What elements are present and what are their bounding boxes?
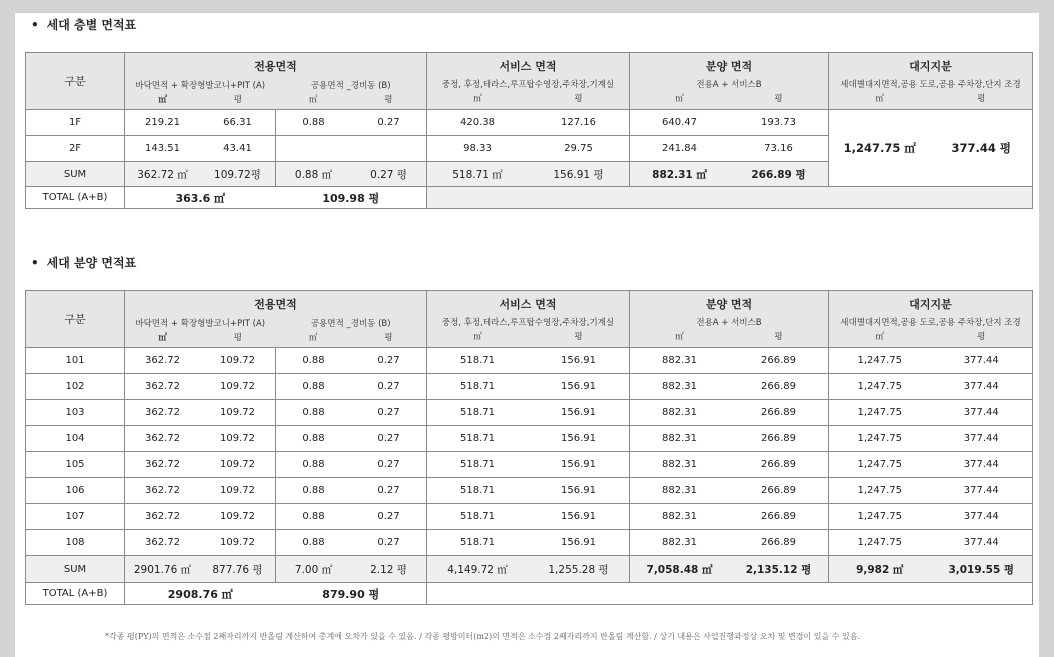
header-service-sub: 중정, 후정,테라스,루프탑수영장,주차장,기계실 <box>441 80 615 90</box>
unit-py: 평 <box>574 332 583 342</box>
unit-m2: ㎡ <box>675 332 684 342</box>
cell-s-py: 156.91 <box>561 511 596 522</box>
header-exclusive <box>125 291 427 348</box>
header-exclusive-sub-b: 공용면적 _경비동 (B) <box>310 80 391 91</box>
cell-sale-m2: 241.84 <box>662 143 697 154</box>
header-service-title: 서비스 면적 <box>499 298 557 311</box>
cell-a-m2: 362.72 <box>145 381 180 392</box>
cell-a-py: 66.31 <box>223 117 252 128</box>
header-sale-title: 분양 면적 <box>705 60 753 73</box>
row-label: TOTAL (A+B) <box>26 187 125 209</box>
cell-sale-py: 266.89 <box>761 355 796 366</box>
row-label: 106 <box>26 478 125 504</box>
sum-sale-m2: 882.31 ㎡ <box>652 168 707 181</box>
cell-s-py: 156.91 <box>561 537 596 548</box>
cell-b-m2: 0.88 <box>302 381 325 392</box>
row-label: SUM <box>26 162 125 187</box>
cell-sale-py: 73.16 <box>764 143 793 154</box>
cell-s-m2: 518.71 <box>460 537 495 548</box>
cell-land-py: 377.44 <box>963 511 999 522</box>
cell-s-py: 156.91 <box>561 433 596 444</box>
cell-b-py: 0.27 <box>377 117 400 128</box>
row-label: 104 <box>26 426 125 452</box>
sum-b-py: 0.27 평 <box>370 168 407 181</box>
header-exclusive-sub-b: 공용면적 _경비동 (B) <box>310 318 391 329</box>
cell-land-m2: 1,247.75 <box>857 407 903 418</box>
cell-sale-m2: 882.31 <box>662 511 697 522</box>
cell-land-m2: 1,247.75 <box>857 485 903 496</box>
row-label: 103 <box>26 400 125 426</box>
sum-s-py: 1,255.28 평 <box>548 563 609 576</box>
cell-sale-py: 266.89 <box>761 407 796 418</box>
cell-s-py: 156.91 <box>561 459 596 470</box>
cell-s-m2: 518.71 <box>460 433 495 444</box>
cell-a-m2: 362.72 <box>145 511 180 522</box>
unit-py: 평 <box>774 94 783 104</box>
header-exclusive-sub-a: 바닥면적 + 확장형발코니+PIT (A) <box>135 80 266 91</box>
total-m2: 2908.76 ㎡ <box>167 587 233 601</box>
cell-sale-py: 266.89 <box>761 381 796 392</box>
sum-b-py: 2.12 평 <box>370 563 407 576</box>
sum-s-py: 156.91 평 <box>553 168 604 181</box>
unit-py: 평 <box>233 332 242 343</box>
cell-b-m2: 0.88 <box>302 511 325 522</box>
table-row <box>26 478 1033 504</box>
cell-land-py: 377.44 <box>963 433 999 444</box>
header-land-title: 대지지분 <box>909 60 952 73</box>
cell-a-m2: 362.72 <box>145 407 180 418</box>
table-row <box>26 530 1033 556</box>
cell-land-m2: 1,247.75 <box>857 537 903 548</box>
unit-m2: ㎡ <box>875 332 884 342</box>
cell-s-py: 156.91 <box>561 485 596 496</box>
cell-a-m2: 143.51 <box>145 143 180 154</box>
cell-sale-m2: 882.31 <box>662 485 697 496</box>
cell-a-py: 109.72 <box>220 537 255 548</box>
sum-row <box>26 556 1033 583</box>
row-label: TOTAL (A+B) <box>26 583 125 605</box>
cell-s-m2: 518.71 <box>460 407 495 418</box>
unit-py: 평 <box>774 332 783 342</box>
cell-b-py: 0.27 <box>377 381 400 392</box>
cell-sale-m2: 882.31 <box>662 381 697 392</box>
unit-m2: ㎡ <box>473 94 482 104</box>
header-sale-sub: 전용A + 서비스B <box>696 80 762 90</box>
sum-b-m2: 7.00 ㎡ <box>294 563 333 576</box>
cell-sale-py: 193.73 <box>761 117 796 128</box>
cell-a-py: 109.72 <box>220 381 255 392</box>
cell-sale-py: 266.89 <box>761 459 796 470</box>
cell-sale-py: 266.89 <box>761 511 796 522</box>
cell-b-m2: 0.88 <box>302 355 325 366</box>
cell-s-py: 29.75 <box>564 143 593 154</box>
header-sale-title: 분양 면적 <box>705 298 753 311</box>
bullet: • <box>31 18 39 32</box>
floor-area-table <box>25 52 1033 209</box>
sum-a-py: 877.76 평 <box>212 563 263 576</box>
cell-b-py: 0.27 <box>377 355 400 366</box>
header-exclusive-title: 전용면적 <box>254 59 297 73</box>
cell-b-m2: 0.88 <box>302 485 325 496</box>
cell-land-py: 377.44 <box>963 381 999 392</box>
header-land-sub: 세대별대지면적,공용 도로,공용 주차장,단지 조경 <box>840 80 1021 90</box>
row-label: 1F <box>26 110 125 136</box>
row-label: 101 <box>26 348 125 374</box>
land-py: 377.44 평 <box>951 141 1011 155</box>
cell-s-m2: 518.71 <box>460 485 495 496</box>
header-exclusive <box>125 53 427 110</box>
document-page <box>15 13 1039 657</box>
table-row <box>26 504 1033 530</box>
table-row <box>26 110 1033 136</box>
cell-a-m2: 362.72 <box>145 433 180 444</box>
bullet: • <box>31 256 39 270</box>
table-row <box>26 426 1033 452</box>
table-row <box>26 400 1033 426</box>
sum-a-m2: 362.72 ㎡ <box>137 168 188 181</box>
total-py: 109.98 평 <box>322 191 380 205</box>
cell-sale-py: 266.89 <box>761 485 796 496</box>
cell-land-py: 377.44 <box>963 407 999 418</box>
cell-b-py: 0.27 <box>377 511 400 522</box>
unit-py: 평 <box>384 332 393 343</box>
sum-a-m2: 2901.76 ㎡ <box>133 563 192 576</box>
cell-sale-m2: 882.31 <box>662 407 697 418</box>
header-service <box>427 291 630 348</box>
cell-land-py: 377.44 <box>963 355 999 366</box>
header-sale <box>630 53 829 110</box>
unit-py: 평 <box>977 94 986 104</box>
section-title-text: 세대 분양 면적표 <box>46 256 137 270</box>
header-gubun: 구분 <box>26 291 125 348</box>
cell-s-m2: 518.71 <box>460 381 495 392</box>
row-label: 102 <box>26 374 125 400</box>
cell-b-py: 0.27 <box>377 433 400 444</box>
cell-s-py: 127.16 <box>561 117 596 128</box>
row-label: SUM <box>26 556 125 583</box>
header-exclusive-sub-a: 바닥면적 + 확장형발코니+PIT (A) <box>135 318 266 329</box>
land-m2: 1,247.75 ㎡ <box>843 141 916 155</box>
cell-b-m2: 0.88 <box>302 433 325 444</box>
cell-a-m2: 219.21 <box>145 117 180 128</box>
cell-a-py: 109.72 <box>220 355 255 366</box>
sum-b-m2: 0.88 ㎡ <box>294 168 333 181</box>
total-row <box>26 187 1033 209</box>
cell-b-py: 0.27 <box>377 537 400 548</box>
cell-b-m2: 0.88 <box>302 117 325 128</box>
total-empty-cell <box>427 583 1033 605</box>
row-label: 105 <box>26 452 125 478</box>
unit-m2: ㎡ <box>308 94 318 105</box>
header-land-title: 대지지분 <box>909 298 952 311</box>
cell-a-py: 109.72 <box>220 407 255 418</box>
header-sale <box>630 291 829 348</box>
unit-m2: ㎡ <box>473 332 482 342</box>
cell-a-m2: 362.72 <box>145 537 180 548</box>
cell-land-py: 377.44 <box>963 485 999 496</box>
cell-a-py: 109.72 <box>220 511 255 522</box>
cell-b-py: 0.27 <box>377 485 400 496</box>
cell-b-m2: 0.88 <box>302 407 325 418</box>
header-land-sub: 세대별대지면적,공용 도로,공용 주차장,단지 조경 <box>840 318 1021 328</box>
header-service <box>427 53 630 110</box>
cell-land-m2: 1,247.75 <box>857 381 903 392</box>
cell-sale-m2: 640.47 <box>662 117 697 128</box>
section-title-text: 세대 층별 면적표 <box>46 18 137 32</box>
unit-py: 평 <box>233 94 242 105</box>
cell-sale-m2: 882.31 <box>662 433 697 444</box>
header-exclusive-title: 전용면적 <box>254 297 297 311</box>
total-py: 879.90 평 <box>322 587 380 601</box>
header-gubun: 구분 <box>26 53 125 110</box>
section-title-sale-area <box>31 254 136 271</box>
sum-a-py: 109.72평 <box>214 168 261 181</box>
land-share-cell <box>829 110 1033 187</box>
unit-m2: ㎡ <box>675 94 684 104</box>
cell-s-py: 156.91 <box>561 407 596 418</box>
sum-land-py: 3,019.55 평 <box>948 563 1015 576</box>
cell-sale-py: 266.89 <box>761 537 796 548</box>
cell-land-m2: 1,247.75 <box>857 511 903 522</box>
cell-s-m2: 518.71 <box>460 355 495 366</box>
sum-land-m2: 9,982 ㎡ <box>856 563 904 576</box>
cell-s-m2: 420.38 <box>460 117 495 128</box>
cell-s-py: 156.91 <box>561 355 596 366</box>
cell-a-m2: 362.72 <box>145 355 180 366</box>
row-label: 108 <box>26 530 125 556</box>
cell-a-py: 109.72 <box>220 459 255 470</box>
row-label: 2F <box>26 136 125 162</box>
cell-s-py: 156.91 <box>561 381 596 392</box>
header-sale-sub: 전용A + 서비스B <box>696 318 762 328</box>
footnote: *각종 평(PY)의 면적은 소수점 2째자리까지 반올림 계산하여 총계에 오차가 있을 수 있음. / 각종 평방미터(m2)의 면적은 소수점 2째자리까지 반올림 계산함. / 상기 내용은 사업진행과정상 오차 및 변경이 있을 수 있음. <box>105 632 861 641</box>
cell-land-m2: 1,247.75 <box>857 355 903 366</box>
sum-sale-m2: 7,058.48 ㎡ <box>646 563 713 576</box>
unit-m2: ㎡ <box>308 332 318 343</box>
cell-land-py: 377.44 <box>963 537 999 548</box>
header-service-title: 서비스 면적 <box>499 60 557 73</box>
cell-s-m2: 518.71 <box>460 459 495 470</box>
cell-land-m2: 1,247.75 <box>857 459 903 470</box>
cell-land-py: 377.44 <box>963 459 999 470</box>
unit-py: 평 <box>384 94 393 105</box>
cell-sale-m2: 882.31 <box>662 459 697 470</box>
row-label: 107 <box>26 504 125 530</box>
cell-b-m2: 0.88 <box>302 459 325 470</box>
cell-a-py: 43.41 <box>223 143 252 154</box>
cell-a-py: 109.72 <box>220 485 255 496</box>
table-row <box>26 374 1033 400</box>
total-row <box>26 583 1033 605</box>
cell-sale-py: 266.89 <box>761 433 796 444</box>
unit-m2: ㎡ <box>158 332 167 343</box>
cell-b-py: 0.27 <box>377 459 400 470</box>
header-service-sub: 중정, 후정,테라스,루프탑수영장,주차장,기계실 <box>441 318 615 328</box>
unit-m2: ㎡ <box>875 94 884 104</box>
cell-a-py: 109.72 <box>220 433 255 444</box>
total-m2: 363.6 ㎡ <box>175 191 226 205</box>
unit-m2: ㎡ <box>158 94 167 105</box>
cell-land-m2: 1,247.75 <box>857 433 903 444</box>
cell-a-m2: 362.72 <box>145 459 180 470</box>
table-row <box>26 348 1033 374</box>
unit-py: 평 <box>977 332 986 342</box>
cell-b-m2: 0.88 <box>302 537 325 548</box>
cell-a-m2: 362.72 <box>145 485 180 496</box>
cell-s-m2: 98.33 <box>463 143 492 154</box>
header-land <box>829 53 1033 110</box>
cell-b-py: 0.27 <box>377 407 400 418</box>
cell-s-m2: 518.71 <box>460 511 495 522</box>
sum-sale-py: 2,135.12 평 <box>745 563 812 576</box>
total-empty-cell <box>427 187 1033 209</box>
cell-sale-m2: 882.31 <box>662 537 697 548</box>
section-title-floor-area <box>31 16 136 33</box>
header-land <box>829 291 1033 348</box>
sum-s-m2: 518.71 ㎡ <box>452 168 503 181</box>
sum-s-m2: 4,149.72 ㎡ <box>447 563 508 576</box>
sale-area-table <box>25 290 1033 605</box>
unit-py: 평 <box>574 94 583 104</box>
sum-sale-py: 266.89 평 <box>751 168 806 181</box>
cell-sale-m2: 882.31 <box>662 355 697 366</box>
table-row <box>26 452 1033 478</box>
